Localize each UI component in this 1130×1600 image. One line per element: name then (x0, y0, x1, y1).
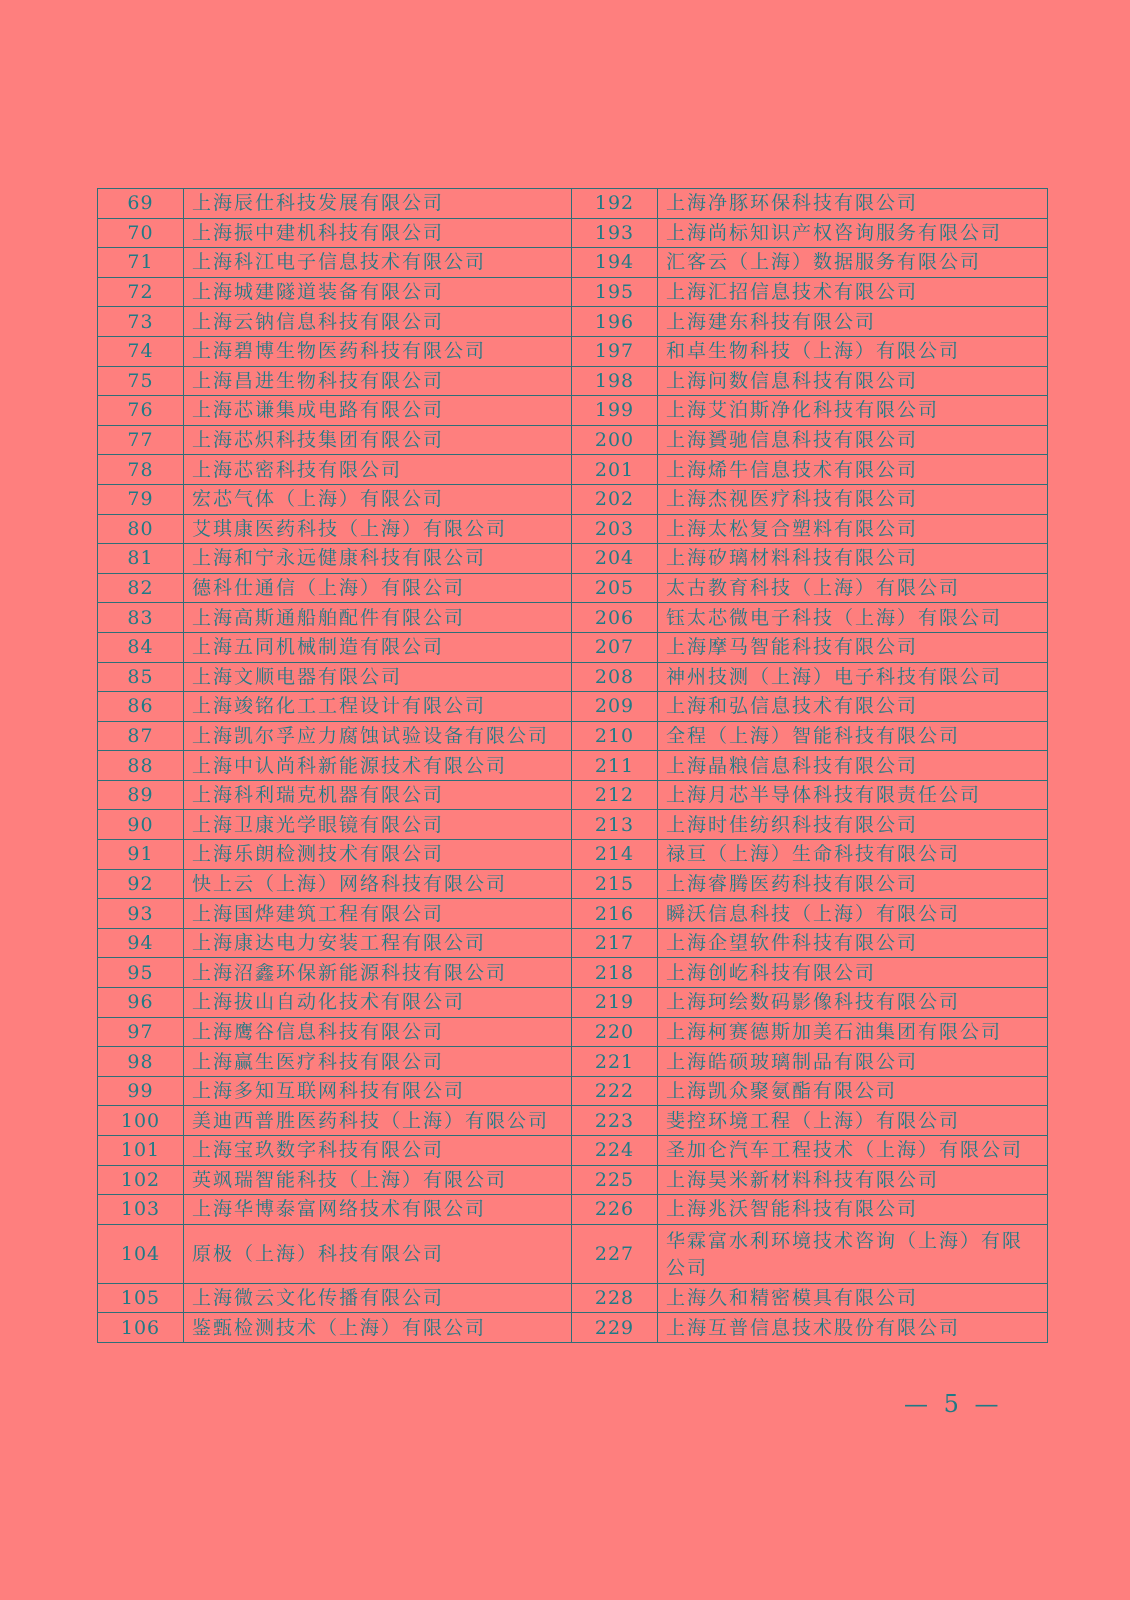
row-number-right: 229 (572, 1313, 658, 1343)
row-number-right: 228 (572, 1283, 658, 1313)
row-number-left: 86 (98, 692, 184, 722)
row-number-left: 89 (98, 780, 184, 810)
row-number-left: 83 (98, 603, 184, 633)
company-name-right: 上海烯牛信息技术有限公司 (658, 455, 1048, 485)
row-number-left: 105 (98, 1283, 184, 1313)
row-number-right: 200 (572, 425, 658, 455)
row-number-left: 93 (98, 899, 184, 929)
company-name-right: 上海尚标知识产权咨询服务有限公司 (658, 218, 1048, 248)
row-number-right: 226 (572, 1195, 658, 1225)
company-name-left: 鉴甄检测技术（上海）有限公司 (184, 1313, 572, 1343)
company-name-left: 上海乐朗检测技术有限公司 (184, 840, 572, 870)
table-row (98, 514, 1048, 544)
row-number-left: 79 (98, 484, 184, 514)
row-number-right: 192 (572, 189, 658, 219)
company-name-right: 上海创屹科技有限公司 (658, 958, 1048, 988)
row-number-left: 82 (98, 573, 184, 603)
row-number-right: 205 (572, 573, 658, 603)
row-number-left: 101 (98, 1136, 184, 1166)
company-name-left: 美迪西普胜医药科技（上海）有限公司 (184, 1106, 572, 1136)
row-number-left: 75 (98, 366, 184, 396)
row-number-right: 227 (572, 1224, 658, 1283)
row-number-left: 104 (98, 1224, 184, 1283)
company-name-right: 上海互普信息技术股份有限公司 (658, 1313, 1048, 1343)
row-number-left: 88 (98, 751, 184, 781)
table-row (98, 751, 1048, 781)
company-name-left: 上海高斯通船舶配件有限公司 (184, 603, 572, 633)
company-name-right: 圣加仑汽车工程技术（上海）有限公司 (658, 1136, 1048, 1166)
table-row (98, 1017, 1048, 1047)
table-row (98, 1136, 1048, 1166)
company-name-right: 斐控环境工程（上海）有限公司 (658, 1106, 1048, 1136)
company-name-right: 上海晶粮信息科技有限公司 (658, 751, 1048, 781)
table-row (98, 396, 1048, 426)
company-name-left: 上海赢生医疗科技有限公司 (184, 1047, 572, 1077)
table-row (98, 573, 1048, 603)
row-number-right: 223 (572, 1106, 658, 1136)
table-row (98, 1313, 1048, 1343)
row-number-right: 198 (572, 366, 658, 396)
row-number-left: 97 (98, 1017, 184, 1047)
row-number-right: 214 (572, 840, 658, 870)
table-row (98, 218, 1048, 248)
row-number-left: 95 (98, 958, 184, 988)
row-number-right: 195 (572, 277, 658, 307)
company-name-left: 上海康达电力安装工程有限公司 (184, 928, 572, 958)
row-number-left: 70 (98, 218, 184, 248)
table-row (98, 1047, 1048, 1077)
table-row (98, 1165, 1048, 1195)
company-name-right: 钰太芯微电子科技（上海）有限公司 (658, 603, 1048, 633)
company-name-right: 上海杰视医疗科技有限公司 (658, 484, 1048, 514)
table-row (98, 1076, 1048, 1106)
table-row (98, 810, 1048, 840)
company-name-left: 上海振中建机科技有限公司 (184, 218, 572, 248)
row-number-left: 81 (98, 544, 184, 574)
company-name-left: 宏芯气体（上海）有限公司 (184, 484, 572, 514)
table-row (98, 692, 1048, 722)
table-row (98, 869, 1048, 899)
row-number-right: 216 (572, 899, 658, 929)
row-number-left: 77 (98, 425, 184, 455)
company-name-right: 上海兆沃智能科技有限公司 (658, 1195, 1048, 1225)
table-row (98, 484, 1048, 514)
row-number-right: 212 (572, 780, 658, 810)
company-name-left: 上海国烨建筑工程有限公司 (184, 899, 572, 929)
row-number-right: 208 (572, 662, 658, 692)
row-number-right: 210 (572, 721, 658, 751)
table-row (98, 928, 1048, 958)
company-name-left: 上海云钠信息科技有限公司 (184, 307, 572, 337)
company-name-left: 快上云（上海）网络科技有限公司 (184, 869, 572, 899)
company-name-right: 上海凯众聚氨酯有限公司 (658, 1076, 1048, 1106)
table-row (98, 988, 1048, 1018)
row-number-right: 220 (572, 1017, 658, 1047)
row-number-right: 202 (572, 484, 658, 514)
company-name-right: 华霖富水利环境技术咨询（上海）有限公司 (658, 1224, 1048, 1283)
row-number-right: 193 (572, 218, 658, 248)
row-number-left: 84 (98, 632, 184, 662)
company-name-left: 上海多知互联网科技有限公司 (184, 1076, 572, 1106)
company-name-left: 上海芯密科技有限公司 (184, 455, 572, 485)
company-name-left: 上海五同机械制造有限公司 (184, 632, 572, 662)
table-row (98, 899, 1048, 929)
company-name-right: 上海和弘信息技术有限公司 (658, 692, 1048, 722)
row-number-left: 91 (98, 840, 184, 870)
company-name-left: 英飒瑞智能科技（上海）有限公司 (184, 1165, 572, 1195)
row-number-left: 99 (98, 1076, 184, 1106)
row-number-right: 222 (572, 1076, 658, 1106)
table-row (98, 544, 1048, 574)
row-number-right: 197 (572, 336, 658, 366)
page-number: — 5 — (904, 1390, 1003, 1418)
row-number-right: 206 (572, 603, 658, 633)
table-row (98, 1195, 1048, 1225)
company-name-right: 上海企望软件科技有限公司 (658, 928, 1048, 958)
company-name-right: 上海问数信息科技有限公司 (658, 366, 1048, 396)
company-name-right: 瞬沃信息科技（上海）有限公司 (658, 899, 1048, 929)
row-number-right: 213 (572, 810, 658, 840)
company-name-left: 上海卫康光学眼镜有限公司 (184, 810, 572, 840)
company-list-body (98, 189, 1048, 1343)
company-name-left: 上海辰仕科技发展有限公司 (184, 189, 572, 219)
row-number-left: 73 (98, 307, 184, 337)
row-number-left: 71 (98, 248, 184, 278)
company-name-right: 上海睿腾医药科技有限公司 (658, 869, 1048, 899)
row-number-right: 201 (572, 455, 658, 485)
company-name-right: 上海建东科技有限公司 (658, 307, 1048, 337)
row-number-right: 225 (572, 1165, 658, 1195)
table-row (98, 780, 1048, 810)
table-row (98, 336, 1048, 366)
row-number-right: 217 (572, 928, 658, 958)
company-name-left: 上海城建隧道装备有限公司 (184, 277, 572, 307)
company-name-right: 上海柯赛德斯加美石油集团有限公司 (658, 1017, 1048, 1047)
company-name-left: 上海昌进生物科技有限公司 (184, 366, 572, 396)
table-row (98, 248, 1048, 278)
company-name-right: 上海太松复合塑料有限公司 (658, 514, 1048, 544)
company-name-left: 上海拔山自动化技术有限公司 (184, 988, 572, 1018)
row-number-right: 219 (572, 988, 658, 1018)
row-number-left: 102 (98, 1165, 184, 1195)
row-number-left: 76 (98, 396, 184, 426)
table-row (98, 1224, 1048, 1283)
row-number-right: 211 (572, 751, 658, 781)
company-name-left: 上海凯尔孚应力腐蚀试验设备有限公司 (184, 721, 572, 751)
company-name-right: 上海月芯半导体科技有限责任公司 (658, 780, 1048, 810)
row-number-left: 96 (98, 988, 184, 1018)
row-number-left: 98 (98, 1047, 184, 1077)
row-number-right: 215 (572, 869, 658, 899)
row-number-left: 74 (98, 336, 184, 366)
company-name-left: 上海华博泰富网络技术有限公司 (184, 1195, 572, 1225)
company-name-left: 上海科利瑞克机器有限公司 (184, 780, 572, 810)
row-number-right: 221 (572, 1047, 658, 1077)
table-row (98, 662, 1048, 692)
company-name-left: 上海芯谦集成电路有限公司 (184, 396, 572, 426)
company-name-left: 原极（上海）科技有限公司 (184, 1224, 572, 1283)
row-number-right: 218 (572, 958, 658, 988)
company-name-right: 上海昊米新材料科技有限公司 (658, 1165, 1048, 1195)
company-name-right: 上海贇驰信息科技有限公司 (658, 425, 1048, 455)
table-row (98, 277, 1048, 307)
row-number-left: 87 (98, 721, 184, 751)
table-row (98, 632, 1048, 662)
company-name-left: 德科仕通信（上海）有限公司 (184, 573, 572, 603)
table-row (98, 958, 1048, 988)
company-name-left: 上海中认尚科新能源技术有限公司 (184, 751, 572, 781)
row-number-left: 72 (98, 277, 184, 307)
company-name-right: 上海时佳纺织科技有限公司 (658, 810, 1048, 840)
company-name-right: 全程（上海）智能科技有限公司 (658, 721, 1048, 751)
table-row (98, 425, 1048, 455)
table-row (98, 366, 1048, 396)
company-name-right: 上海珂绘数码影像科技有限公司 (658, 988, 1048, 1018)
row-number-left: 92 (98, 869, 184, 899)
row-number-right: 194 (572, 248, 658, 278)
row-number-right: 203 (572, 514, 658, 544)
row-number-left: 69 (98, 189, 184, 219)
company-name-left: 上海碧博生物医药科技有限公司 (184, 336, 572, 366)
row-number-right: 196 (572, 307, 658, 337)
table-row (98, 1283, 1048, 1313)
company-name-right: 汇客云（上海）数据服务有限公司 (658, 248, 1048, 278)
row-number-left: 94 (98, 928, 184, 958)
company-name-left: 上海和宁永远健康科技有限公司 (184, 544, 572, 574)
table-row (98, 721, 1048, 751)
company-name-right: 上海净豚环保科技有限公司 (658, 189, 1048, 219)
company-name-left: 艾琪康医药科技（上海）有限公司 (184, 514, 572, 544)
row-number-left: 78 (98, 455, 184, 485)
company-name-left: 上海鹰谷信息科技有限公司 (184, 1017, 572, 1047)
company-name-left: 上海宝玖数字科技有限公司 (184, 1136, 572, 1166)
row-number-right: 224 (572, 1136, 658, 1166)
row-number-right: 204 (572, 544, 658, 574)
company-name-right: 上海艾泊斯净化科技有限公司 (658, 396, 1048, 426)
company-name-left: 上海沼鑫环保新能源科技有限公司 (184, 958, 572, 988)
table-row (98, 1106, 1048, 1136)
company-name-right: 上海矽璃材料科技有限公司 (658, 544, 1048, 574)
company-name-left: 上海微云文化传播有限公司 (184, 1283, 572, 1313)
row-number-left: 90 (98, 810, 184, 840)
row-number-left: 106 (98, 1313, 184, 1343)
row-number-left: 100 (98, 1106, 184, 1136)
row-number-left: 85 (98, 662, 184, 692)
table-row (98, 603, 1048, 633)
company-name-right: 禄亘（上海）生命科技有限公司 (658, 840, 1048, 870)
company-name-right: 太古教育科技（上海）有限公司 (658, 573, 1048, 603)
company-name-right: 上海久和精密模具有限公司 (658, 1283, 1048, 1313)
table-row (98, 840, 1048, 870)
company-name-right: 上海汇招信息技术有限公司 (658, 277, 1048, 307)
row-number-left: 80 (98, 514, 184, 544)
company-name-right: 神州技测（上海）电子科技有限公司 (658, 662, 1048, 692)
row-number-right: 199 (572, 396, 658, 426)
company-name-left: 上海芯炽科技集团有限公司 (184, 425, 572, 455)
row-number-right: 207 (572, 632, 658, 662)
row-number-left: 103 (98, 1195, 184, 1225)
table-row (98, 189, 1048, 219)
row-number-right: 209 (572, 692, 658, 722)
company-name-right: 和卓生物科技（上海）有限公司 (658, 336, 1048, 366)
table-row (98, 455, 1048, 485)
table-row (98, 307, 1048, 337)
company-list-table (97, 188, 1048, 1343)
company-name-right: 上海摩马智能科技有限公司 (658, 632, 1048, 662)
company-name-left: 上海文顺电器有限公司 (184, 662, 572, 692)
company-name-left: 上海竣铭化工工程设计有限公司 (184, 692, 572, 722)
company-name-left: 上海科江电子信息技术有限公司 (184, 248, 572, 278)
company-name-right: 上海皓硕玻璃制品有限公司 (658, 1047, 1048, 1077)
